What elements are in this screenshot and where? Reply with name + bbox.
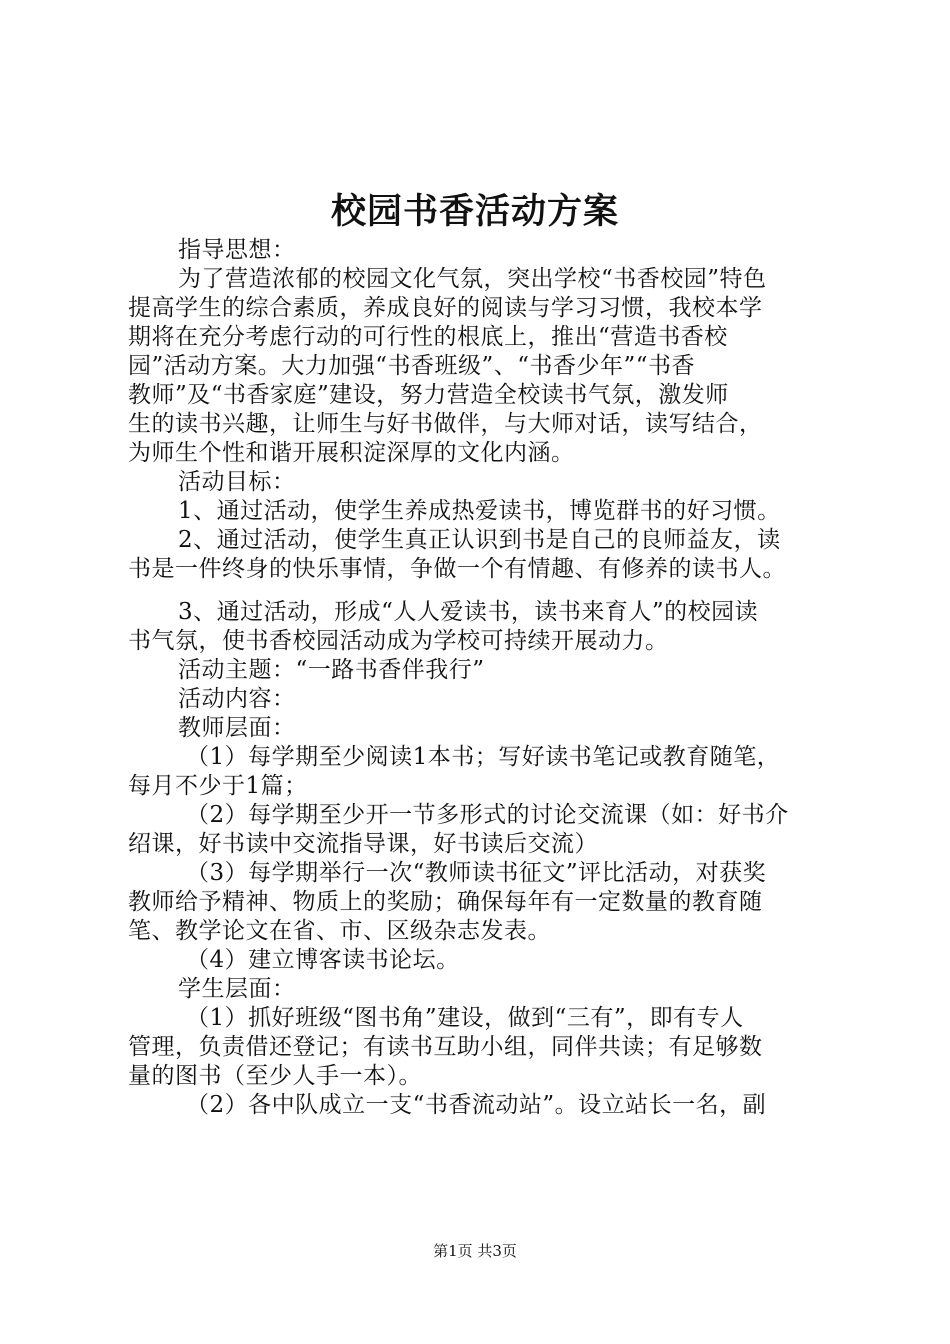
paragraph-line: 学生层面：	[178, 976, 296, 1002]
paragraph-line	[128, 584, 828, 598]
paragraph-line: 教师层面：	[178, 715, 296, 741]
paragraph-line: （2）每学期至少开一节多形式的讨论交流课（如：好书介	[186, 802, 789, 828]
paragraph-line: 为了营造浓郁的校园文化气氛，突出学校“书香校园”特色	[178, 266, 767, 292]
paragraph-line: （1）抓好班级“图书角”建设，做到“三有”，即有专人	[186, 1005, 744, 1031]
paragraph-line: 生的读书兴趣，让师生与好书做伴，与大师对话，读写结合，	[128, 411, 763, 437]
paragraph-line: 1、通过活动，使学生养成热爱读书，博览群书的好习惯。	[178, 498, 781, 524]
paragraph-line: 期将在充分考虑行动的可行性的根底上，推出“营造书香校	[128, 324, 728, 350]
document-body	[128, 236, 828, 1120]
paragraph-line: 书气氛，使书香校园活动成为学校可持续开展动力。	[128, 628, 669, 654]
paragraph-line: （3）每学期举行一次“教师读书征文”评比活动，对获奖	[186, 860, 767, 886]
paragraph-line: 教师给予精神、物质上的奖励；确保每年有一定数量的教育随	[128, 889, 763, 915]
paragraph-line: 书是一件终身的快乐事情，争做一个有情趣、有修养的读书人。	[128, 556, 786, 582]
paragraph-line: 为师生个性和谐开展积淀深厚的文化内涵。	[128, 440, 575, 466]
paragraph-line: 活动目标：	[178, 469, 296, 495]
paragraph-line: （2）各中队成立一支“书香流动站”。设立站长一名，副	[186, 1092, 767, 1118]
paragraph-line: 3、通过活动，形成“人人爱读书，读书来育人”的校园读	[178, 599, 759, 625]
paragraph-line: 指导思想：	[178, 237, 296, 263]
document-title: 校园书香活动方案	[330, 192, 619, 232]
paragraph-line: 教师”及“书香家庭”建设，努力营造全校读书气氛，激发师	[128, 382, 729, 408]
paragraph-line: 2、通过活动，使学生真正认识到书是自己的良师益友，读	[178, 527, 781, 553]
paragraph-line: 每月不少于1篇；	[128, 773, 308, 799]
paragraph-line: 园”活动方案。大力加强“书香班级”、“书香少年”“书香	[128, 353, 696, 379]
paragraph-line: 活动内容：	[178, 686, 296, 712]
paragraph-line: 提高学生的综合素质，养成良好的阅读与学习习惯，我校本学	[128, 295, 763, 321]
paragraph-line: 活动主题：“一路书香伴我行”	[178, 657, 485, 683]
paragraph-line: 管理，负责借还登记；有读书互助小组，同伴共读；有足够数	[128, 1034, 763, 1060]
paragraph-line: 笔、教学论文在省、市、区级杂志发表。	[128, 918, 551, 944]
paragraph-line: （1）每学期至少阅读1本书；写好读书笔记或教育随笔，	[186, 744, 781, 770]
paragraph-line: （4）建立博客读书论坛。	[186, 947, 460, 973]
page-footer: 第1页 共3页	[433, 1242, 517, 1260]
paragraph-line: 绍课，好书读中交流指导课，好书读后交流）	[128, 831, 598, 857]
paragraph-line: 量的图书（至少人手一本）。	[128, 1063, 422, 1089]
